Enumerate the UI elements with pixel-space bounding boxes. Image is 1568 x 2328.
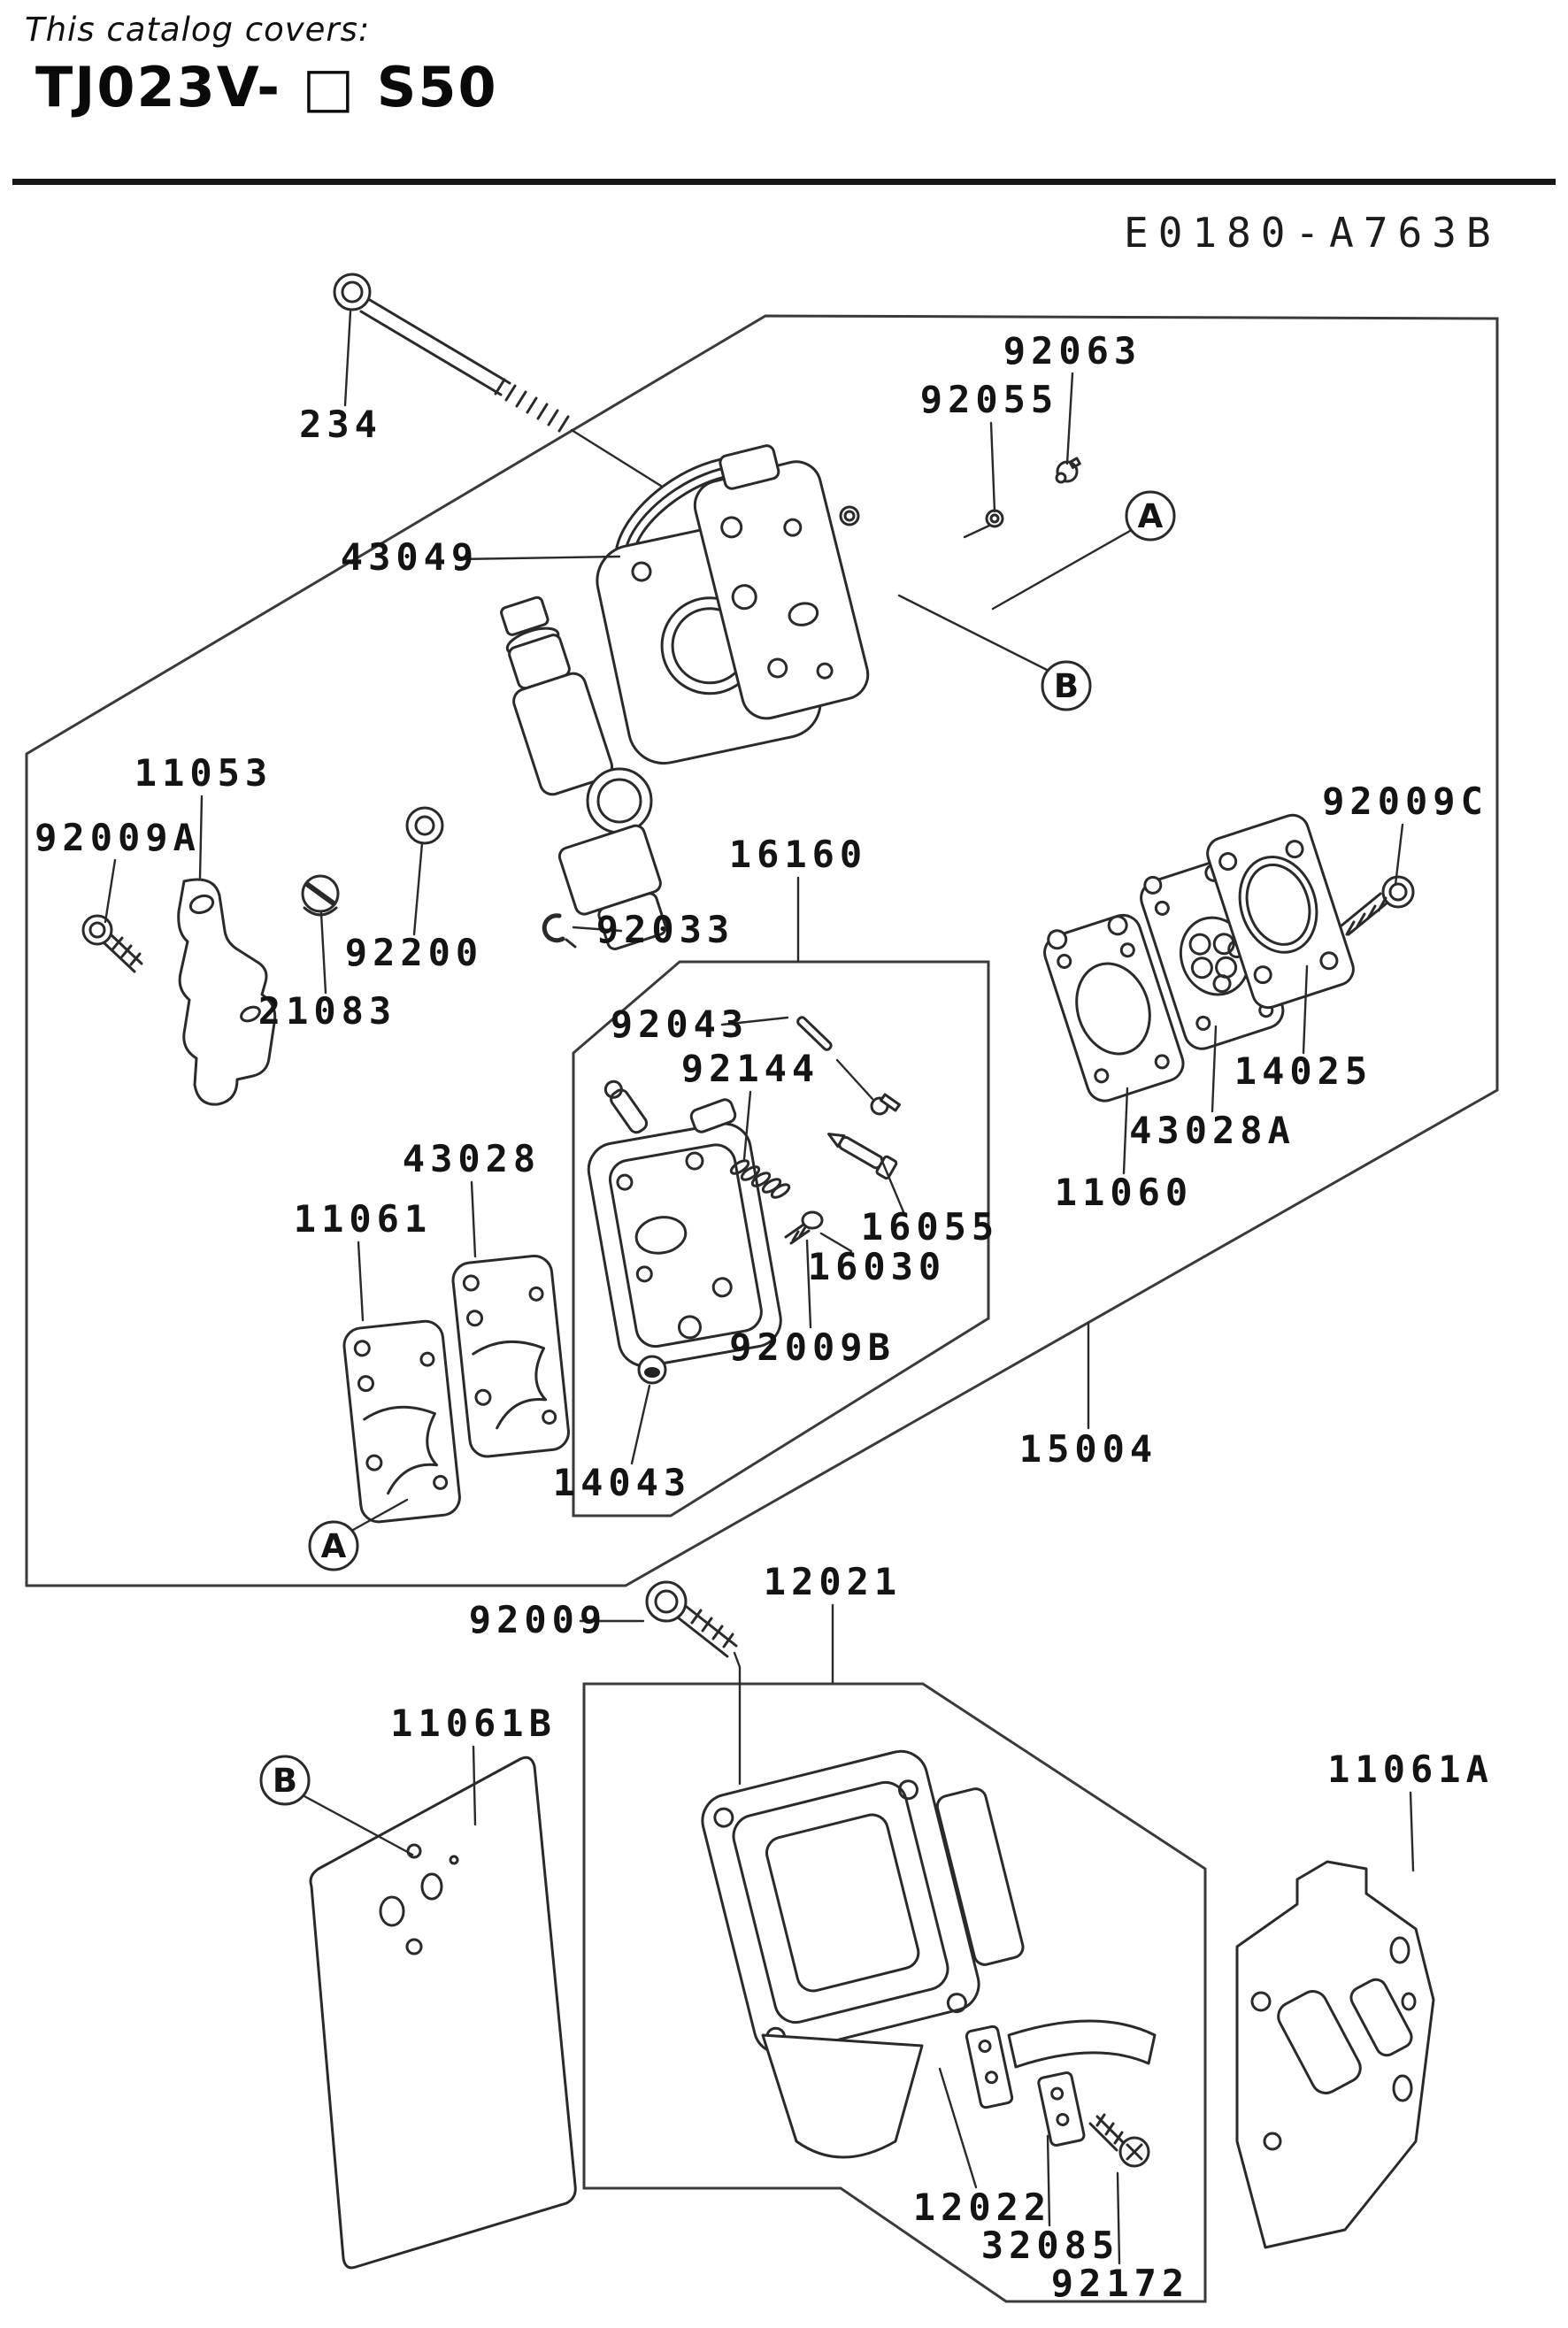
part-label-92063: 92063	[1003, 329, 1142, 373]
bubble-a-top-label: A	[1137, 497, 1164, 535]
plug-21083-drawing	[303, 876, 338, 915]
leader-92009a	[105, 860, 115, 922]
leader-11061a	[1410, 1793, 1413, 1871]
reed-12022-drawing	[965, 2025, 1013, 2109]
leader-bubble-b-top	[899, 595, 1047, 670]
screw-92009a-drawing	[83, 916, 142, 972]
screw-16030-drawing	[786, 1212, 822, 1243]
part-label-11061b: 11061B	[390, 1702, 557, 1745]
gasket-plate-11061a-drawing	[1237, 1862, 1433, 2247]
gasket-plate-43028-drawing	[451, 1254, 570, 1458]
part-label-92009c: 92009C	[1322, 780, 1488, 823]
part-label-43028: 43028	[402, 1137, 542, 1180]
bubble-a-bottom-label: A	[320, 1527, 347, 1565]
leader-21083	[321, 913, 326, 993]
part-label-92200: 92200	[344, 931, 484, 974]
part-label-11061: 11061	[293, 1197, 433, 1241]
part-label-16055: 16055	[860, 1205, 1000, 1249]
clip-92033-drawing	[544, 916, 575, 947]
part-label-14043: 14043	[552, 1461, 692, 1504]
part-label-32085: 32085	[980, 2224, 1120, 2267]
catalog-covers-line: This catalog covers:	[25, 11, 371, 49]
part-label-11053: 11053	[134, 751, 273, 795]
part-label-12022: 12022	[912, 2186, 1052, 2229]
leader-234	[345, 311, 350, 405]
leader-43049	[457, 557, 619, 559]
part-label-92055: 92055	[919, 378, 1059, 421]
part-label-12021: 12021	[763, 1560, 903, 1603]
part-label-92009a: 92009A	[35, 816, 201, 859]
part-label-92033: 92033	[596, 908, 735, 951]
leader-bubble-a-top	[993, 531, 1130, 609]
part-label-16030: 16030	[807, 1245, 947, 1288]
diagram-code: E0180-A763B	[1124, 209, 1501, 257]
bubble-b-top-label: B	[1053, 667, 1080, 705]
part-label-92043: 92043	[610, 1003, 749, 1046]
part-label-92009: 92009	[468, 1598, 608, 1641]
leader-14043	[632, 1386, 649, 1464]
panel-gasket-11061b-drawing	[311, 1757, 575, 2268]
leader-11060	[1124, 1088, 1127, 1173]
stopper-32085-drawing	[1009, 2021, 1155, 2147]
part-label-11061a: 11061A	[1327, 1748, 1494, 1791]
part-label-15004: 15004	[1018, 1427, 1158, 1471]
plug-14043-drawing	[639, 1356, 665, 1383]
part-label-14025: 14025	[1234, 1049, 1373, 1093]
screw-92009c-drawing	[1341, 877, 1413, 934]
part-label-11060: 11060	[1054, 1171, 1194, 1214]
part-label-234: 234	[299, 403, 382, 446]
leader-11061	[358, 1242, 363, 1320]
model-code: TJ023V- □ S50	[35, 55, 498, 119]
bubble-b-bottom-label: B	[272, 1762, 298, 1800]
part-label-16160: 16160	[728, 833, 868, 876]
leader-92055	[991, 423, 995, 511]
leader-43028	[472, 1182, 475, 1256]
screw-92172-drawing	[1090, 2115, 1149, 2166]
leader-12022	[940, 2069, 976, 2187]
part-label-21083: 21083	[257, 989, 397, 1033]
gasket-plate-11061-drawing	[342, 1319, 461, 1524]
part-label-92144: 92144	[680, 1047, 820, 1090]
part-label-92172: 92172	[1050, 2262, 1190, 2305]
part-label-92009b: 92009B	[729, 1325, 895, 1369]
bolt-234-drawing	[334, 274, 671, 492]
leader-92200	[414, 843, 422, 934]
oring-92055-drawing	[965, 511, 1003, 537]
part-label-43028a: 43028A	[1129, 1109, 1295, 1152]
leader-92063	[1067, 373, 1072, 464]
washer-92200-drawing	[407, 808, 442, 843]
part-label-43049: 43049	[340, 535, 480, 579]
